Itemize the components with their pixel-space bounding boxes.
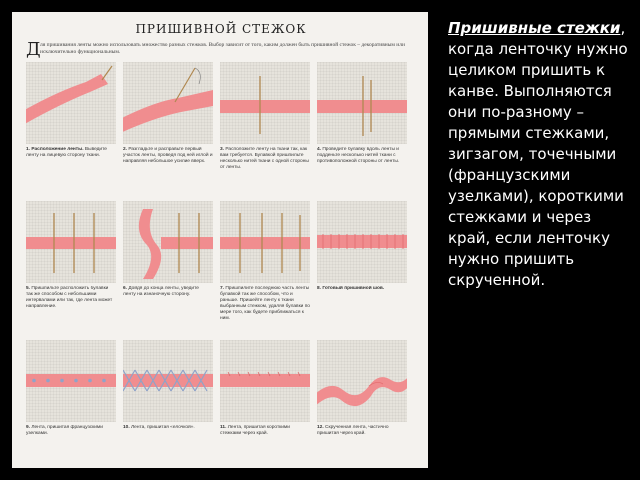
step-6 (123, 201, 213, 336)
step-1 (26, 62, 116, 197)
step-8-caption: 8. Готовый пришивной шов. (317, 286, 385, 291)
step-8-photo (317, 201, 407, 283)
step-7-photo (220, 201, 310, 283)
step-9 (26, 340, 116, 475)
step-3 (220, 62, 310, 197)
ribbon-illustration (26, 201, 116, 283)
steps-grid (26, 62, 416, 475)
step-7-caption: 7. Пришпилите последнюю часть ленты булавкой так же способом, что и раньше. Пришейте ленту к ткани выбранным стежком, удаляя булавки по мере того, как будете приближаться к ним. (220, 286, 310, 321)
step-8 (317, 201, 407, 336)
ribbon-illustration (220, 201, 310, 283)
step-5-caption: 5. Пришпильте расположить булавки так же способом с небольшими интервалами или так, где лента может направление. (26, 286, 113, 309)
step-10-photo (123, 340, 213, 422)
step-6-photo (123, 201, 213, 283)
sheet-intro (26, 39, 416, 60)
ribbon-illustration (220, 62, 310, 144)
step-10-caption: 10. Лента, пришитая «елочкой». (123, 425, 195, 430)
step-9-photo (26, 340, 116, 422)
ribbon-illustration (123, 62, 213, 144)
step-5-photo (26, 201, 116, 283)
step-11 (220, 340, 310, 475)
step-3-caption: 3. Расположите ленту на ткани так, как вам требуется. Булавкой пришпильте несколько нитей ткани с одной стороны от ленты. (220, 147, 309, 170)
step-4 (317, 62, 407, 197)
side-description (448, 18, 632, 291)
instruction-sheet (12, 12, 428, 468)
ribbon-illustration (26, 62, 116, 144)
step-4-photo (317, 62, 407, 144)
step-7 (220, 201, 310, 336)
step-3-photo (220, 62, 310, 144)
step-10 (123, 340, 213, 475)
step-4-caption: 4. Проведите булавку вдоль ленты и подденьте несколько нитей ткани с противоположной стороны от ленты. (317, 147, 400, 164)
step-12-caption: 12. Скрученная лента, частично пришитая через край. (317, 425, 389, 436)
step-1-caption: 1. Расположение ленты. Выведите ленту на лицевую сторону ткани. (26, 147, 107, 158)
step-9-caption: 9. Лента, пришитая французскими узелками. (26, 425, 103, 436)
step-12-photo (317, 340, 407, 422)
ribbon-illustration (317, 340, 407, 422)
step-2 (123, 62, 213, 197)
ribbon-illustration (123, 340, 213, 422)
ribbon-illustration (123, 201, 213, 283)
dropcap: Д (26, 39, 41, 60)
step-2-caption: 2. Разгладьте и расправьте первый участок ленты, проведя под ней иглой и направляя небольшое усилие вверх. (123, 147, 213, 164)
side-body: , когда ленточку нужно целиком пришить к канве. Выполняются они по-разному – прямыми стежками, зигзагом, точечными (французскими узелками), короткими стежками и через край, если ленточку нужно пришить скрученной. (448, 19, 628, 289)
ribbon-illustration (26, 340, 116, 422)
step-1-photo (26, 62, 116, 144)
step-5 (26, 201, 116, 336)
step-11-caption: 11. Лента, пришитая короткими стежками через край. (220, 425, 290, 436)
intro-text: ля пришивания ленты можно использовать множество разных стежков. Выбор зависит от того, каким должен быть пришивной стежок – декоративным или исключительно функциональным. (40, 42, 405, 55)
ribbon-illustration (317, 201, 407, 283)
step-2-photo (123, 62, 213, 144)
step-11-photo (220, 340, 310, 422)
sheet-title: ПРИШИВНОЙ СТЕЖОК (135, 22, 307, 36)
step-6-caption: 6. Дойдя до конца ленты, уведите ленту на изнаночную сторону. (123, 286, 199, 297)
side-emphasis: Пришивные стежки (448, 19, 621, 37)
ribbon-illustration (220, 340, 310, 422)
step-12 (317, 340, 407, 475)
ribbon-illustration (317, 62, 407, 144)
